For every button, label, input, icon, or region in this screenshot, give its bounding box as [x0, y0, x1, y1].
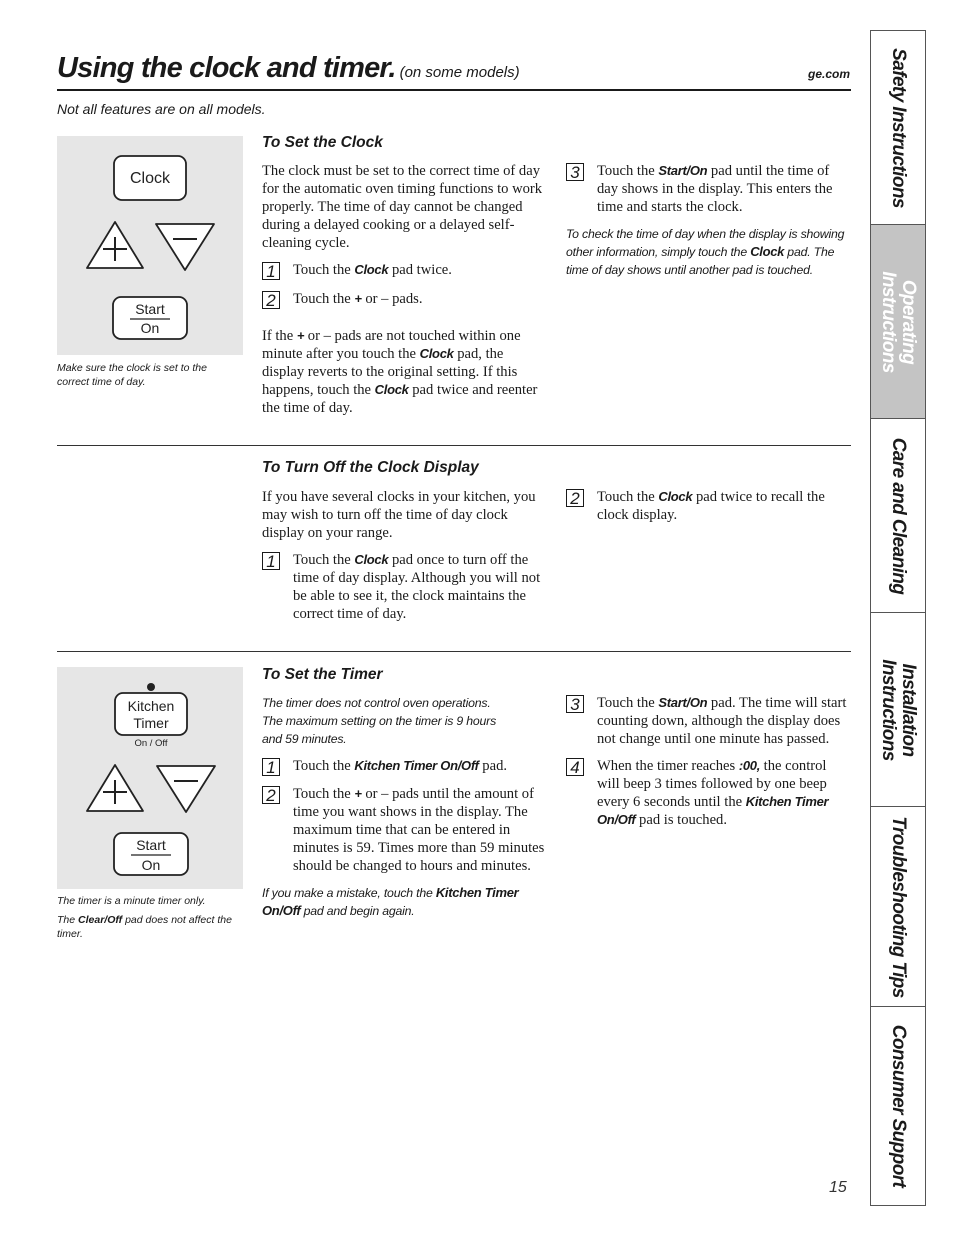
step-number: 1: [262, 262, 280, 280]
clock-step-3: 3 Touch the Start/On pad until the time of day shows in the display. This enters the time and starts the clock.: [566, 162, 850, 216]
set-timer-heading: To Set the Timer: [262, 666, 383, 683]
timer-pad-label: Timer: [133, 715, 169, 731]
step-number: 2: [262, 786, 280, 804]
set-clock-left-column: [262, 162, 546, 417]
title-text: Using the clock and timer.: [57, 52, 396, 84]
turn-off-right-column: [566, 488, 850, 524]
set-clock-right-column: [566, 162, 850, 279]
tab-label: Care and Cleaning: [888, 437, 909, 594]
page-title: [57, 52, 520, 85]
timer-step-3: 3 Touch the Start/On pad. The time will start counting down, although the display does not change until one minute has passed.: [566, 694, 850, 748]
step-number: 2: [262, 291, 280, 309]
tab-safety-instructions[interactable]: [871, 31, 925, 225]
tab-label: Consumer Support: [888, 1024, 909, 1188]
set-timer-right-column: [566, 694, 850, 829]
turnoff-step-1: 1 Touch the Clock pad once to turn off the time of day display. Although you will not be able to see it, the clock maintains the correct time of day.: [262, 551, 546, 623]
title-note: (on some models): [399, 64, 520, 81]
timer-panel-illustration: [57, 667, 243, 889]
section-divider: [57, 445, 851, 446]
clock-pad-label: Clock: [129, 170, 171, 187]
step-number: 3: [566, 695, 584, 713]
clock-control-panel: [57, 136, 243, 355]
step-number: 4: [566, 758, 584, 776]
set-clock-intro: The clock must be set to the correct time of day for the automatic oven timing functions to work properly. The time of day cannot be changed during a delayed cooking or a delayed self-cleaning cycle.: [262, 163, 543, 251]
minus-pad-icon: [156, 224, 214, 270]
clock-panel-illustration: [57, 136, 243, 355]
section-tabs-sidebar: [870, 30, 926, 1206]
tab-troubleshooting-tips[interactable]: [871, 807, 925, 1007]
header-rule: [57, 89, 851, 91]
turn-off-left-column: [262, 488, 546, 623]
timer-step-1: 1 Touch the Kitchen Timer On/Off pad.: [262, 757, 546, 776]
step-number: 3: [566, 163, 584, 181]
indicator-light-icon: [147, 683, 155, 691]
timer-control-panel: [57, 667, 243, 889]
turn-off-intro: If you have several clocks in your kitchen, you may wish to turn off the time of day clock display on your range.: [262, 489, 536, 541]
features-note: Not all features are on all models.: [57, 101, 266, 117]
tab-care-and-cleaning[interactable]: [871, 419, 925, 613]
clock-step-1: 1 Touch the Clock pad twice.: [262, 261, 546, 280]
clock-timeout-paragraph: If the + or – pads are not touched within one minute after you touch the Clock pad, the display reverts to the original setting. If this happens, touch the Clock pad twice and reenter the time of day.: [262, 328, 538, 416]
start-pad-label: Start: [135, 301, 165, 317]
start-pad-label: Start: [136, 837, 166, 853]
minus-pad-icon: [157, 766, 215, 812]
tab-operating-instructions[interactable]: [871, 225, 925, 419]
on-pad-label: On: [140, 320, 160, 336]
timer-mistake-note: If you make a mistake, touch the Kitchen Timer On/Off pad and begin again.: [262, 885, 519, 918]
tab-label: Safety Instructions: [888, 47, 909, 208]
kitchen-pad-label: Kitchen: [127, 698, 175, 714]
tab-installation-instructions[interactable]: [871, 613, 925, 807]
tab-label: Troubleshooting Tips: [888, 815, 909, 998]
step-number: 2: [566, 489, 584, 507]
step-number: 1: [262, 758, 280, 776]
turn-off-heading: To Turn Off the Clock Display: [262, 459, 479, 476]
set-timer-intro: The timer does not control oven operations. The maximum setting on the timer is 9 hours and 59 minutes.: [262, 696, 497, 746]
set-clock-heading: To Set the Clock: [262, 134, 383, 151]
step-number: 1: [262, 552, 280, 570]
clock-step-2: 2 Touch the + or – pads.: [262, 290, 546, 309]
timer-caption-1: The timer is a minute timer only.: [57, 895, 206, 907]
clock-caption: Make sure the clock is set to the correct time of day.: [57, 362, 207, 388]
onoff-label: On / Off: [134, 738, 168, 749]
tab-label: Operating Instructions: [878, 270, 919, 373]
turnoff-step-2: 2 Touch the Clock pad twice to recall the clock display.: [566, 488, 850, 524]
site-url: ge.com: [807, 67, 850, 81]
clock-tip: To check the time of day when the display is showing other information, simply touch the Clock pad. The time of day shows until another pad is touched.: [566, 227, 845, 277]
section-divider: [57, 651, 851, 652]
timer-caption-2: The Clear/Off pad does not affect the timer.: [57, 914, 232, 940]
tab-consumer-support[interactable]: [871, 1007, 925, 1205]
timer-step-2: 2 Touch the + or – pads until the amount of time you want shows in the display. The maximum time that can be entered in minutes is 59. Times more than 59 minutes should be changed to hours and minutes.: [262, 785, 546, 875]
on-pad-label: On: [141, 857, 161, 873]
set-timer-left-column: [262, 694, 546, 920]
page-number: 15: [829, 1179, 847, 1196]
timer-step-4: 4 When the timer reaches :00, the control will beep 3 times followed by one beep every 6 seconds until the Kitchen Timer On/Off pad is touched.: [566, 757, 850, 829]
tab-label: Installation Instructions: [878, 658, 919, 761]
